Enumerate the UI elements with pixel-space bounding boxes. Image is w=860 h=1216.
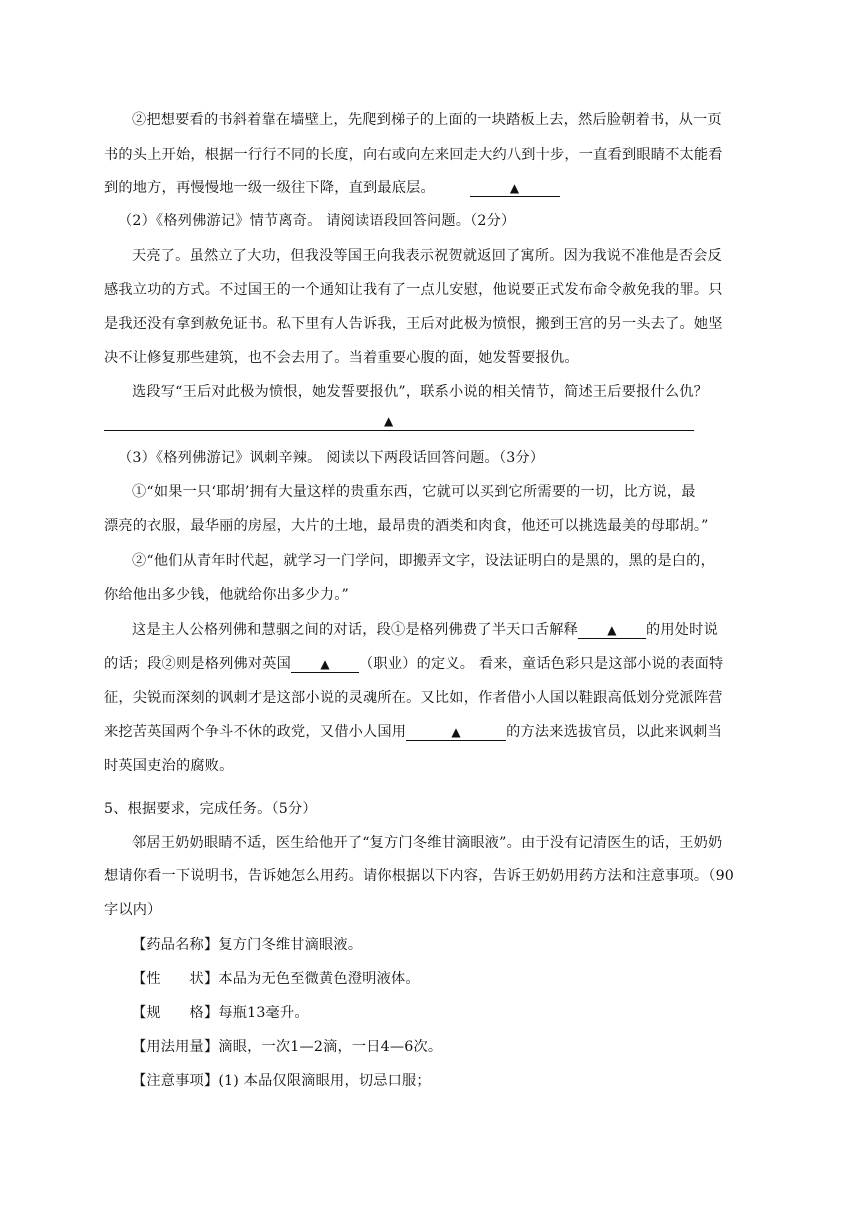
analysis-text: 的用处时说 [646, 622, 718, 638]
instruction-item: 【性 状】本品为无色至微黄色澄明液体。 [132, 971, 420, 987]
triangle-marker-icon: ▲ [320, 657, 330, 671]
passage-line: 感我立功的方式。不过国王的一个通知让我有了一点儿安慰，他说要正式发布命令赦免我的罪。只 [104, 282, 723, 298]
instruction-item: 【用法用量】滴眼，一次1—2滴，一日4—6次。 [132, 1039, 443, 1055]
passage-line: 是我还没有拿到赦免证书。私下里有人告诉我，王后对此极为愤恨，搬到王宫的另一头去了。她坚 [104, 316, 723, 332]
analysis-text: 的方法来选拔官员，以此来讽刺当 [506, 724, 722, 740]
answer-blank[interactable] [406, 724, 506, 741]
paragraph-line [104, 178, 560, 198]
answer-blank[interactable] [578, 622, 646, 639]
paragraph-text: 到的地方，再慢慢地一级一级往下降，直到最底层。 [104, 180, 435, 196]
answer-blank[interactable] [291, 656, 359, 673]
passage-line: 决不让修复那些建筑，也不会去用了。当着重要心腹的面，她发誓要报仇。 [104, 350, 579, 366]
sub-question-heading: （3）《格列佛游记》讽刺辛辣。 阅读以下两段话回答问题。（3分） [118, 450, 545, 466]
analysis-text: 这是主人公格列佛和慧骃之间的对话，段①是格列佛费了半天口舌解释 [132, 622, 579, 638]
passage-line: 天亮了。虽然立了大功，但我没等国王向我表示祝贺就返回了寓所。因为我说不准他是否会反 [132, 248, 722, 264]
analysis-text: 的话；段②则是格列佛对英国 [104, 656, 292, 672]
analysis-line [104, 654, 723, 674]
analysis-text: （职业）的定义。 看来，童话色彩只是这部小说的表面特 [359, 656, 724, 672]
intro-line: 字以内） [104, 902, 162, 918]
answer-line[interactable] [104, 430, 694, 431]
question-text: 选段写“王后对此极为愤恨，她发誓要报仇”，联系小说的相关情节，简述王后要报什么仇？ [132, 384, 709, 400]
triangle-marker-icon: ▲ [451, 725, 461, 739]
triangle-marker-icon: ▲ [509, 181, 520, 195]
analysis-line: 时英国吏治的腐败。 [104, 758, 234, 774]
quote-line: 漂亮的衣服，最华丽的房屋，大片的土地，最昂贵的酒类和肉食，他还可以挑选最美的母耶胡。” [104, 518, 709, 534]
intro-line: 想请你看一下说明书，告诉她怎么用药。请你根据以下内容，告诉王奶奶用药方法和注意事项。（90 [104, 868, 735, 884]
triangle-marker-icon: ▲ [384, 414, 394, 428]
paragraph-line: ②把想要看的书斜着靠在墙壁上，先爬到梯子的上面的一块踏板上去，然后脸朝着书，从一页 [132, 112, 722, 128]
analysis-line: 征，尖锐而深刻的讽刺才是这部小说的灵魂所在。又比如，作者借小人国以鞋跟高低划分党派阵营 [104, 690, 723, 706]
sub-question-heading: （2）《格列佛游记》情节离奇。 请阅读语段回答问题。（2分） [118, 213, 516, 229]
instruction-item: 【药品名称】复方门冬维甘滴眼液。 [132, 937, 363, 953]
answer-blank[interactable] [470, 180, 560, 197]
question-heading: 5、根据要求，完成任务。（5分） [104, 801, 317, 817]
intro-line: 邻居王奶奶眼睛不适，医生给他开了“复方门冬维甘滴眼液”。由于没有记清医生的话，王奶奶 [132, 835, 723, 851]
instruction-item: 【规 格】每瓶13毫升。 [132, 1005, 309, 1021]
quote-line: ②“他们从青年时代起，就学习一门学问，即搬弄文字，设法证明白的是黑的，黑的是白的， [132, 553, 715, 569]
quote-line: ①“如果一只‘耶胡’拥有大量这样的贵重东西，它就可以买到它所需要的一切，比方说，最 [132, 484, 696, 500]
analysis-line [132, 620, 718, 640]
instruction-item: 【注意事项】(1) 本品仅限滴眼用，切忌口服； [132, 1073, 431, 1089]
quote-line: 你给他出多少钱，他就给你出多少力。” [104, 587, 349, 603]
paragraph-line: 书的头上开始，根据一行行不同的长度，向右或向左来回走大约八到十步，一直看到眼睛不太能看 [104, 147, 723, 163]
analysis-line [104, 722, 722, 742]
analysis-text: 来挖苦英国两个争斗不休的政党，又借小人国用 [104, 724, 407, 740]
triangle-marker-icon: ▲ [607, 623, 617, 637]
